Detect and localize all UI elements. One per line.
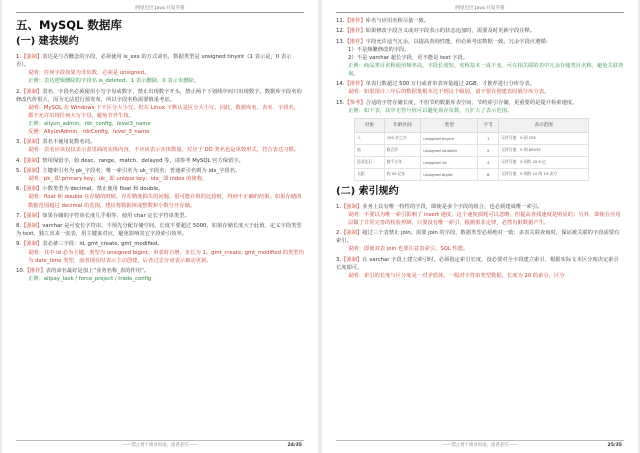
rule-item — [16, 53, 304, 85]
table-cell: 无符号值：0 到约 10 的 19 次方 — [499, 168, 589, 180]
rule-text: varchar 是可变长字符串，不预先分配存储空间，长度不要超过 5000，如果存储长度大于此值，定义字段类型为 text，独立出来一张表，用主键来对应，避免影响其它字段索引效率。 — [16, 223, 302, 238]
rule-note: 说明：MySQL 在 Windows 下不区分大小写，但在 Linux 下默认是区分大小写。因此，数据库名、表名、字段名，都不允许出现任何大写字母，避免节外生枝。 — [28, 104, 300, 119]
rule-number: 12. — [336, 28, 345, 35]
rule-text: 表名、字段名必须使用小写字母或数字，禁止出现数字开头，禁止两个下划线中间只出现数字。数据库字段名的修改代价很大，因为无法进行预发布，所以字段名称需要慎重考虑。 — [16, 88, 302, 103]
footer-divider — [336, 440, 624, 441]
rule-note: 说明：float 和 double 在存储的时候，存在精度损失的问题，很可能在值的比较时，得到不正确的结果。如果存储的数据范围超过 decimal 的范围，建议将数据拆成整数和小数分开存储。 — [28, 194, 302, 209]
table-cell: 人 — [355, 132, 385, 144]
rule-level-tag: 【强制】 — [21, 212, 43, 219]
rule-number: 10. — [16, 267, 25, 274]
rule-number: 15. — [336, 99, 345, 106]
page-footer: ——禁止用于商业用途，违者必究—— — [122, 443, 198, 448]
rule-note: 说明：pk_ 即 primary key；uk_ 即 unique key；idx_ 即 index 的简称。 — [28, 176, 208, 183]
rule-level-tag: 【强制】 — [21, 186, 43, 193]
rule-note: 正例：aliyun_admin，rdc_config，level3_name — [28, 120, 151, 127]
rule-note: 说明：如果预计三年后的数据量根本达不到这个级别，请不要在创建表时就分库分表。 — [348, 89, 550, 96]
page-header: 阿里巴巴 Java 开发手册 — [135, 6, 185, 11]
rule-item — [336, 99, 624, 115]
rule-note: 2）不是 varchar 超长字段，更不能是 text 字段。 — [348, 54, 469, 61]
rule-level-tag: 【推荐】 — [344, 18, 366, 24]
table-cell: 数千万年 — [384, 156, 421, 168]
rule-level-tag: 【强制】 — [21, 54, 43, 60]
rule-level-tag: 【强制】 — [21, 223, 43, 230]
rule-note: 说明：表名应该仅仅表示表里面的实体内容，不应该表示实体数量，对应于 DO 类名也是单数形式，符合表达习惯。 — [28, 147, 300, 154]
table-cell: unsigned int — [421, 156, 478, 168]
rule-level-tag: 【强制】 — [341, 256, 363, 263]
rule-text: 如果修改字段含义或对字段表示的状态追加时，需要及时更新字段注释。 — [365, 28, 536, 35]
table-cell: unsigned tinyint — [421, 132, 478, 144]
page-number: 25/35 — [607, 443, 622, 448]
rule-item — [336, 256, 624, 280]
page-footer: ——禁止用于商业用途，违者必究—— — [442, 443, 518, 448]
storage-length-table — [354, 118, 589, 181]
rule-text: 单表行数超过 500 万行或者单表容量超过 2GB，才推荐进行分库分表。 — [365, 81, 535, 88]
page-header: 阿里巴巴 Java 开发手册 — [455, 6, 505, 11]
rule-text: 禁用保留字，如 desc、range、match、delayed 等，请参考 MySQL 官方保留字。 — [42, 157, 244, 164]
rule-note: 说明：索引的长度与区分度是一对矛盾体，一般对字符串类型数据，长度为 20 的索引，区分 — [348, 272, 565, 279]
rule-note: 正例：如下表，其中无符号值可以避免误存负数，且扩大了表示范围。 — [348, 107, 513, 114]
table-body — [355, 132, 589, 180]
rule-note: 正例：表达逻辑删除的字段名 is_deleted，1 表示删除，0 表示未删除。 — [28, 78, 200, 85]
rule-note: 说明：任何字段如果为非负数，必须是 unsigned。 — [28, 70, 150, 77]
rule-level-tag: 【强制】 — [21, 88, 43, 95]
table-cell: 无符号值：0 到约 42.9 亿 — [499, 156, 589, 168]
table-cell: 无符号值：0 到 255 — [499, 132, 589, 144]
rule-note: 说明：不要以为唯一索引影响了 insert 速度，这个速度损耗可以忽略，但提高查找速度是明显的；另外，即使在应用层做了非常完善的校验控制，只要没有唯一索引，根据墨菲定律，必然有脏数据产生。 — [348, 211, 621, 226]
table-header-cell: 字节 — [478, 118, 499, 132]
rule-number: 5. — [16, 167, 22, 174]
rule-level-tag: 【强制】 — [21, 157, 43, 164]
rule-number: 3. — [16, 139, 22, 146]
table-header-cell: 类型 — [421, 118, 478, 132]
table-cell: 恐龙化石 — [355, 156, 385, 168]
rule-text: 合适的字符存储长度，不但节约数据库表空间、节约索引存储，更重要的是提升检索速度。 — [365, 99, 578, 106]
rule-item — [16, 167, 304, 183]
page-left-body — [16, 17, 304, 285]
rule-note: 正例：alipay_task / force_project / trade_config — [28, 276, 152, 283]
rule-number: 13. — [336, 38, 345, 45]
table-header-cell: 对象 — [355, 118, 385, 132]
section-title: (一) 建表规约 — [16, 36, 79, 47]
rule-number: 4. — [16, 157, 22, 164]
rule-number: 14. — [336, 81, 345, 88]
rule-number: 9. — [16, 241, 22, 248]
table-cell: 150 岁之内 — [384, 132, 421, 144]
rule-text: 表名不使用复数名词。 — [42, 139, 96, 146]
rule-number: 1. — [16, 54, 22, 60]
rule-level-tag: 【参考】 — [344, 99, 366, 106]
rule-number: 7. — [16, 212, 22, 219]
rule-level-tag: 【推荐】 — [344, 38, 366, 45]
rule-list — [336, 203, 624, 280]
page-right-body — [336, 17, 624, 282]
rule-level-tag: 【强制】 — [21, 139, 43, 146]
table-row — [355, 144, 589, 156]
rule-item — [16, 185, 304, 209]
table-header-row — [355, 118, 589, 132]
table-cell: 约 50 亿年 — [384, 168, 421, 180]
rule-note: 说明：即使双表 join 也要注意表索引、SQL 性能。 — [348, 246, 469, 253]
page-left — [2, 0, 318, 453]
table-cell: 8 — [478, 168, 499, 180]
rule-text: 小数类型为 decimal，禁止使用 float 和 double。 — [42, 186, 164, 193]
rule-item — [336, 80, 624, 96]
table-row — [355, 168, 589, 180]
rule-text: 超过三个表禁止 join。需要 join 的字段，数据类型必须绝对一致；多表关联查询时，保证被关联的字段需要有索引。 — [336, 230, 620, 245]
rule-level-tag: 【强制】 — [21, 167, 43, 174]
rule-text: 表达是与否概念的字段，必须使用 is_xxx 的方式命名，数据类型是 unsigned tinyint（1 表示是，0 表示否）。 — [16, 54, 292, 69]
rule-level-tag: 【推荐】 — [344, 81, 366, 88]
table-cell: unsigned bigint — [421, 168, 478, 180]
rule-text: 表的命名最好是加上“业务名称_表的作用”。 — [45, 267, 150, 274]
rule-note: 1）不是频繁修改的字段。 — [348, 46, 410, 53]
rule-level-tag: 【推荐】 — [344, 28, 366, 35]
rule-number: 11. — [336, 18, 345, 24]
table-cell: 2 — [478, 144, 499, 156]
rule-list — [16, 53, 304, 283]
table-cell: unsigned smallint — [421, 144, 478, 156]
rule-text: 字段允许适当冗余，以提高查询性能，但必须考虑数据一致。冗余字段应遵循： — [365, 38, 552, 45]
rule-number: 8. — [16, 223, 22, 230]
rule-list — [336, 17, 624, 115]
rule-level-tag: 【强制】 — [341, 230, 363, 237]
header-divider — [336, 12, 624, 13]
table-cell: 数百岁 — [384, 144, 421, 156]
table-row — [355, 156, 589, 168]
rule-text: 表必备三字段：id, gmt_create, gmt_modified。 — [42, 241, 163, 248]
rule-item — [336, 27, 624, 35]
rule-note: 正例：商品类目名称使用频率高，字段长度短，名称基本一成不变，可在相关联的表中冗余存储类目名称，避免关联查询。 — [348, 62, 624, 77]
table-row — [355, 132, 589, 144]
rule-level-tag: 【强制】 — [21, 241, 43, 248]
header-divider — [16, 12, 304, 13]
rule-number: 3. — [336, 256, 342, 263]
rule-number: 6. — [16, 186, 22, 193]
chapter-title: 五、MySQL 数据库 — [16, 18, 122, 32]
rule-item — [16, 157, 304, 165]
rule-item — [16, 267, 304, 283]
table-cell: 太阳 — [355, 168, 385, 180]
section-title: (二) 索引规约 — [336, 185, 399, 197]
footer-divider — [16, 440, 304, 441]
rule-item — [16, 240, 304, 264]
rule-item — [16, 88, 304, 137]
rule-number: 1. — [336, 203, 342, 210]
page-right — [322, 0, 638, 453]
table-cell: 龟 — [355, 144, 385, 156]
rule-note: 说明：其中 id 必为主键，类型为 unsigned bigint、单表时自增、步长为 1。gmt_create, gmt_modified 的类型均为 date_time 类型，前者现在时表示主动创建，后者过去分词表示被动更新。 — [28, 249, 304, 264]
table-cell: 1 — [478, 132, 499, 144]
rule-number: 2. — [336, 230, 342, 237]
rule-text: 库名与应用名称尽量一致。 — [365, 18, 430, 24]
table-header-cell: 表示范围 — [499, 118, 589, 132]
rule-item — [16, 212, 304, 220]
table-cell: 无符号值：0 到 65535 — [499, 144, 589, 156]
table-header-cell: 年龄区间 — [384, 118, 421, 132]
rule-note: 反例：AliyunAdmin，rdcConfig，level_3_name — [28, 129, 150, 136]
rule-text: 业务上具有唯一特性的字段，即使是多个字段的组合，也必须建成唯一索引。 — [362, 203, 543, 210]
rule-level-tag: 【强制】 — [341, 203, 363, 210]
rule-text: 主键索引名为 pk_字段名；唯一索引名为 uk_字段名；普通索引名则为 idx_字段名。 — [42, 167, 241, 174]
rule-item — [336, 17, 624, 25]
rule-item — [16, 222, 304, 238]
rule-text: 如果存储的字符串长度几乎相等，使用 char 定长字符串类型。 — [42, 212, 190, 219]
rule-text: 在 varchar 字段上建立索引时，必须指定索引长度，没必要对全字段建立索引，根据实际文本区分度决定索引长度即可。 — [336, 256, 619, 271]
rule-item — [16, 138, 304, 154]
rule-number: 2. — [16, 88, 22, 95]
rule-item — [336, 203, 624, 227]
page-number: 24/35 — [287, 443, 302, 448]
rule-level-tag: 【推荐】 — [24, 267, 46, 274]
rule-item — [336, 229, 624, 253]
table-cell: 4 — [478, 156, 499, 168]
rule-item — [336, 38, 624, 78]
